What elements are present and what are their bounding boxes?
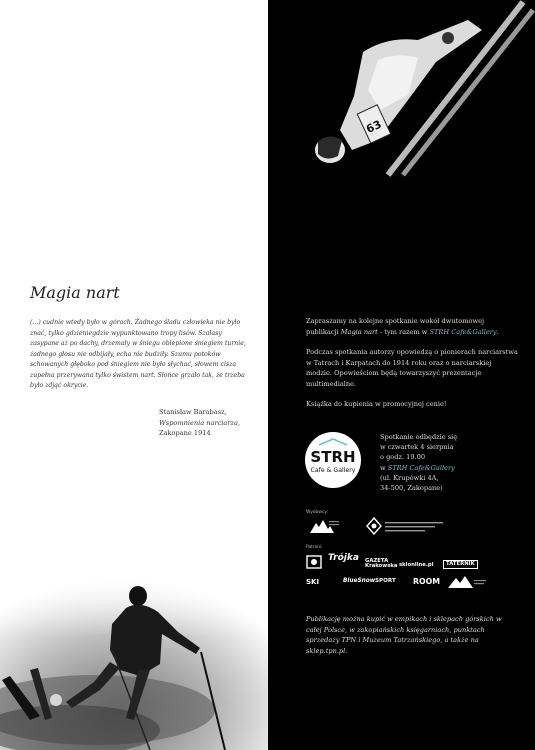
sponsor-sport: SPORT [375, 578, 396, 584]
quote-signature [159, 407, 240, 439]
sponsor-taternik: TATERNIK [443, 560, 478, 569]
sponsor-ski: SKI [306, 578, 320, 586]
sponsor-room: ROOM [413, 577, 441, 586]
publisher-emblem-icon [365, 517, 445, 535]
mountain-logo-icon [447, 575, 487, 589]
sponsor-skionline: skionline.pl [399, 562, 434, 568]
event-description [306, 316, 518, 420]
purchase-info: Publikację można kupić w empikach i sklepach górskich w całej Polsce, w zakopiańskich księgarniach, punktach sprzedaży TPN i Muzeum Tatrzańskiego, a także na sklep.tpn.pl. [306, 615, 502, 655]
patron-square-icon [306, 555, 322, 569]
meeting-venue[interactable]: STRH Cafe&Gallery [387, 463, 455, 472]
logo-sub-text: Cafe & Gallery [310, 467, 356, 474]
right-panel [268, 0, 535, 750]
meeting-line-1: Spotkanie odbędzie się [380, 433, 458, 441]
tpn-logo-icon [308, 517, 340, 535]
quote-text: (...) cudnie wtedy było w górach. Żadnego śladu człowieka nie było znać, tylko gdzieniegdzie wypunktowano tropy lisów. Szałasy zasypane aż po dachy, drzemały w śniegu oblepione śniegiem turnie, żadnego głosu nie odbijały, echa nie budziły. Szumu potoków schowanych głęboko pod śniegiem nie było słychać, słowem cisza zupełna przerywana tylko świstem nart. Słońce grzało tak, że trzeba było zdjąć okrycie. [30, 319, 246, 389]
ski-jumper-photo-top [268, 0, 535, 185]
strh-logo [305, 432, 361, 488]
gazeta-line-2: Krakowska [365, 563, 398, 570]
meeting-date: w czwartek 4 sierpnia [380, 443, 454, 452]
meeting-info [380, 432, 520, 493]
meeting-venue-line [380, 463, 520, 473]
publication-title: Magia nart [340, 327, 378, 336]
roof-icon [318, 438, 348, 446]
meeting-address-2: 34-500, Zakopane) [380, 484, 443, 493]
talk-paragraph: Podczas spotkania autorzy opowiedzą o pionierach narciarstwa w Tatrach i Karpatach do 1914 roku oraz o narciarskiej modzie. Opowieściom będą towarzyszyć prezentacje multimedialne. [306, 348, 518, 388]
intro-text-2: - tym razem w [377, 327, 430, 336]
intro-text-1: Zapraszamy na kolejne spotkanie wokół dwutomowej publikacji [306, 317, 485, 336]
intro-text-3: . [496, 327, 499, 336]
patrons-label: Patroni: [306, 545, 323, 550]
gazeta-line-1: GAZETA [365, 558, 389, 564]
logo-main-text: STRH [310, 448, 356, 466]
promo-paragraph: Książka do kupienia w promocyjnej cenie! [306, 400, 447, 408]
signature-work: Wspomnienia narciarza, [159, 418, 240, 427]
sponsor-trojka: Trójka [328, 553, 359, 563]
signature-place-year: Zakopane 1914 [159, 429, 211, 437]
meeting-time: o godz. 19.00 [380, 453, 426, 462]
poster-title: Magia nart [30, 283, 120, 302]
sponsor-gazeta-krakowska [365, 559, 397, 570]
skier-photo-bottom [0, 560, 268, 750]
signature-author: Stanisław Barabasz, [159, 408, 227, 416]
publishers-label: Wydawcy: [306, 510, 329, 515]
venue-link[interactable]: STRH Cafe&Gallery [429, 327, 497, 336]
svg-text:63: 63 [364, 117, 384, 136]
intro-paragraph [306, 316, 518, 337]
meeting-address-1: (ul. Krupówki 4A, [380, 473, 439, 482]
meeting-venue-prefix: w [380, 463, 388, 472]
sponsor-bluesnow: BlueSnow [343, 578, 376, 584]
